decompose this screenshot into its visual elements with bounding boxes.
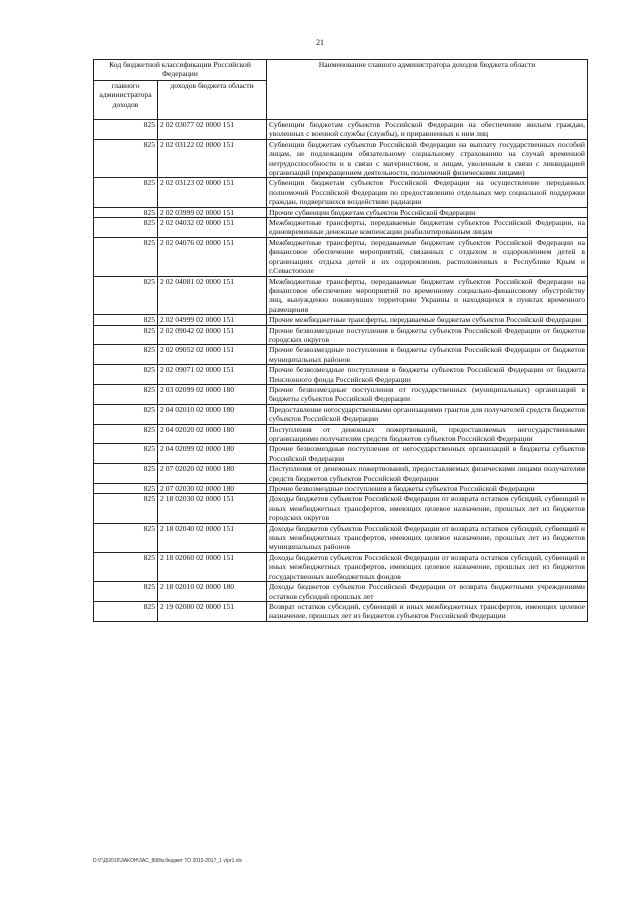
table-row xyxy=(94,523,588,552)
admin-code-cell: 825 xyxy=(94,365,158,385)
table-row xyxy=(94,139,588,178)
table-row xyxy=(94,325,588,345)
admin-code-cell: 825 xyxy=(94,345,158,365)
header-name: Наименование главного администратора доходов бюджета области xyxy=(267,60,588,120)
revenue-code-cell: 2 03 02099 02 0000 180 xyxy=(158,384,267,404)
table-row xyxy=(94,464,588,484)
admin-code-cell: 825 xyxy=(94,325,158,345)
revenue-name-cell: Доходы бюджетов субъектов Российской Федерации от возврата остатков субсидий, субвенций и иных межбюджетных трансфертов, имеющих целевое назначение, прошлых лет из бюджетов государственных внебюджетных фондов xyxy=(267,552,588,581)
revenue-code-cell: 2 02 04076 02 0000 151 xyxy=(158,237,267,276)
revenue-code-cell: 2 04 02099 02 0000 180 xyxy=(158,444,267,464)
revenue-name-cell: Прочие субвенции бюджетам субъектов Российской Федерации xyxy=(267,207,588,217)
header-admin: главного администратора доходов xyxy=(94,81,158,120)
table-row xyxy=(94,424,588,444)
file-path-footer: D:\Г\Д\2015\ЗАКОН\ЗАС_898\в.бюджет ТО 2015-2017_1 v\pr1.xls xyxy=(93,858,242,864)
revenue-name-cell: Межбюджетные трансферты, передаваемые бюджетам субъектов Российской Федерации, на единовременные денежные компенсации реабилитированным лицам xyxy=(267,218,588,238)
admin-code-cell: 825 xyxy=(94,464,158,484)
page-number: 21 xyxy=(316,38,324,47)
admin-code-cell: 825 xyxy=(94,315,158,325)
admin-code-cell: 825 xyxy=(94,384,158,404)
revenue-name-cell: Доходы бюджетов субъектов Российской Федерации от возврата бюджетными учреждениями остатков субсидий прошлых лет xyxy=(267,582,588,602)
revenue-code-cell: 2 18 02040 02 0000 151 xyxy=(158,523,267,552)
revenue-code-cell: 2 07 02020 02 0000 180 xyxy=(158,464,267,484)
table-row xyxy=(94,345,588,365)
table-row xyxy=(94,207,588,217)
revenue-code-cell: 2 04 02010 02 0000 180 xyxy=(158,404,267,424)
admin-code-cell: 825 xyxy=(94,494,158,523)
table-row xyxy=(94,582,588,602)
admin-code-cell: 825 xyxy=(94,276,158,315)
header-row-group xyxy=(94,60,588,81)
revenue-code-cell: 2 19 02000 02 0000 151 xyxy=(158,601,267,621)
admin-code-cell: 825 xyxy=(94,484,158,494)
revenue-code-cell: 2 07 02030 02 0000 180 xyxy=(158,484,267,494)
revenue-name-cell: Прочие межбюджетные трансферты, передаваемые бюджетам субъектов Российской Федерации xyxy=(267,315,588,325)
table-row xyxy=(94,552,588,581)
table-row xyxy=(94,494,588,523)
revenue-code-cell: 2 02 04999 02 0000 151 xyxy=(158,315,267,325)
revenue-name-cell: Поступления от денежных пожертвований, предоставляемых физическими лицами получателям средств бюджетов субъектов Российской Федерации xyxy=(267,464,588,484)
header-budget-classification: Код бюджетной классификации Российской Федерации xyxy=(94,60,267,81)
revenue-name-cell: Доходы бюджетов субъектов Российской Федерации от возврата остатков субсидий, субвенций и иных межбюджетных трансфертов, имеющих целевое назначение, прошлых лет из бюджетов муниципальных районов xyxy=(267,523,588,552)
admin-code-cell: 825 xyxy=(94,404,158,424)
table-row xyxy=(94,444,588,464)
revenue-code-cell: 2 02 03077 02 0000 151 xyxy=(158,120,267,140)
table-row xyxy=(94,276,588,315)
revenue-code-cell: 2 02 09052 02 0000 151 xyxy=(158,345,267,365)
admin-code-cell: 825 xyxy=(94,523,158,552)
revenue-name-cell: Субвенции бюджетам субъектов Российской Федерации на обеспечение жильем граждан, уволенных с военной службы (службы), и приравненных к ним лиц xyxy=(267,120,588,140)
admin-code-cell: 825 xyxy=(94,178,158,207)
revenue-name-cell: Прочие безвозмездные поступления в бюджеты субъектов Российской Федерации от бюджетов городских округов xyxy=(267,325,588,345)
table-row xyxy=(94,384,588,404)
revenue-code-cell: 2 18 02010 02 0000 180 xyxy=(158,582,267,602)
revenue-code-cell: 2 02 03123 02 0000 151 xyxy=(158,178,267,207)
revenue-code-cell: 2 02 03999 02 0000 151 xyxy=(158,207,267,217)
admin-code-cell: 825 xyxy=(94,120,158,140)
table-row xyxy=(94,120,588,140)
admin-code-cell: 825 xyxy=(94,139,158,178)
revenue-name-cell: Поступления от денежных пожертвований, предоставляемых негосударственными организациями получателям средств бюджетов субъектов Российской Федерации xyxy=(267,424,588,444)
revenue-name-cell: Субвенции бюджетам субъектов Российской Федерации на осуществление переданных полномочий Российской Федерации по предоставлению отдельных мер социальной поддержки граждан, подвергшихся воздействию радиации xyxy=(267,178,588,207)
revenue-classification-table xyxy=(93,59,588,622)
revenue-name-cell: Прочие безвозмездные поступления от государственных (муниципальных) организаций в бюджеты субъектов Российской Федерации xyxy=(267,384,588,404)
revenue-name-cell: Доходы бюджетов субъектов Российской Федерации от возврата остатков субсидий, субвенций и иных межбюджетных трансфертов, имеющих целевое назначение, прошлых лет из бюджетов городских округов xyxy=(267,494,588,523)
header-code: доходов бюджета области xyxy=(158,81,267,120)
table-row xyxy=(94,315,588,325)
admin-code-cell: 825 xyxy=(94,218,158,238)
revenue-code-cell: 2 02 03122 02 0000 151 xyxy=(158,139,267,178)
revenue-name-cell: Прочие безвозмездные поступления в бюджеты субъектов Российской Федерации от бюджета Пенсионного фонда Российской Федерации xyxy=(267,365,588,385)
admin-code-cell: 825 xyxy=(94,424,158,444)
table-row xyxy=(94,178,588,207)
admin-code-cell: 825 xyxy=(94,444,158,464)
table-body xyxy=(94,120,588,622)
revenue-name-cell: Прочие безвозмездные поступления в бюджеты субъектов Российской Федерации xyxy=(267,484,588,494)
admin-code-cell: 825 xyxy=(94,582,158,602)
revenue-name-cell: Межбюджетные трансферты, передаваемые бюджетам субъектов Российской Федерации на финансовое обеспечение мероприятий по временному социально-финансовому обустройству лиц, вынужденно покинувших территорию Украины и находящихся в пунктах временного размещения xyxy=(267,276,588,315)
table-row xyxy=(94,601,588,621)
table-row xyxy=(94,404,588,424)
revenue-name-cell: Субвенции бюджетам субъектов Российской Федерации на выплату государственных пособий лицам, не подлежащим обязательному социальному страхованию на случай временной нетрудоспособности и в связи с материнством, и лицам, уволенным в связи с ликвидацией организаций (прекращением деятельности, полномочий физическими лицами) xyxy=(267,139,588,178)
revenue-name-cell: Межбюджетные трансферты, передаваемые бюджетам субъектов Российской Федерации на финансовое обеспечение мероприятий, связанных с отдыхом и оздоровлением детей в организациях отдыха детей и их оздоровления, расположенных в Республике Крым и г.Севастополе xyxy=(267,237,588,276)
revenue-code-cell: 2 02 04032 02 0000 151 xyxy=(158,218,267,238)
revenue-code-cell: 2 04 02020 02 0000 180 xyxy=(158,424,267,444)
admin-code-cell: 825 xyxy=(94,552,158,581)
revenue-code-cell: 2 02 04081 02 0000 151 xyxy=(158,276,267,315)
revenue-code-cell: 2 18 02030 02 0000 151 xyxy=(158,494,267,523)
revenue-code-cell: 2 02 09071 02 0000 151 xyxy=(158,365,267,385)
table-row xyxy=(94,237,588,276)
table-row xyxy=(94,365,588,385)
revenue-code-cell: 2 02 09042 02 0000 151 xyxy=(158,325,267,345)
revenue-name-cell: Предоставление негосударственными организациями грантов для получателей средств бюджетов субъектов Российской Федерации xyxy=(267,404,588,424)
admin-code-cell: 825 xyxy=(94,237,158,276)
table-row xyxy=(94,218,588,238)
revenue-name-cell: Возврат остатков субсидий, субвенций и иных межбюджетных трансфертов, имеющих целевое назначение, прошлых лет из бюджетов субъектов Российской Федерации xyxy=(267,601,588,621)
admin-code-cell: 825 xyxy=(94,207,158,217)
admin-code-cell: 825 xyxy=(94,601,158,621)
revenue-name-cell: Прочие безвозмездные поступления от негосударственных организаций в бюджеты субъектов Российской Федерации xyxy=(267,444,588,464)
revenue-name-cell: Прочие безвозмездные поступления в бюджеты субъектов Российской Федерации от бюджетов муниципальных районов xyxy=(267,345,588,365)
table-row xyxy=(94,484,588,494)
revenue-code-cell: 2 18 02060 02 0000 151 xyxy=(158,552,267,581)
